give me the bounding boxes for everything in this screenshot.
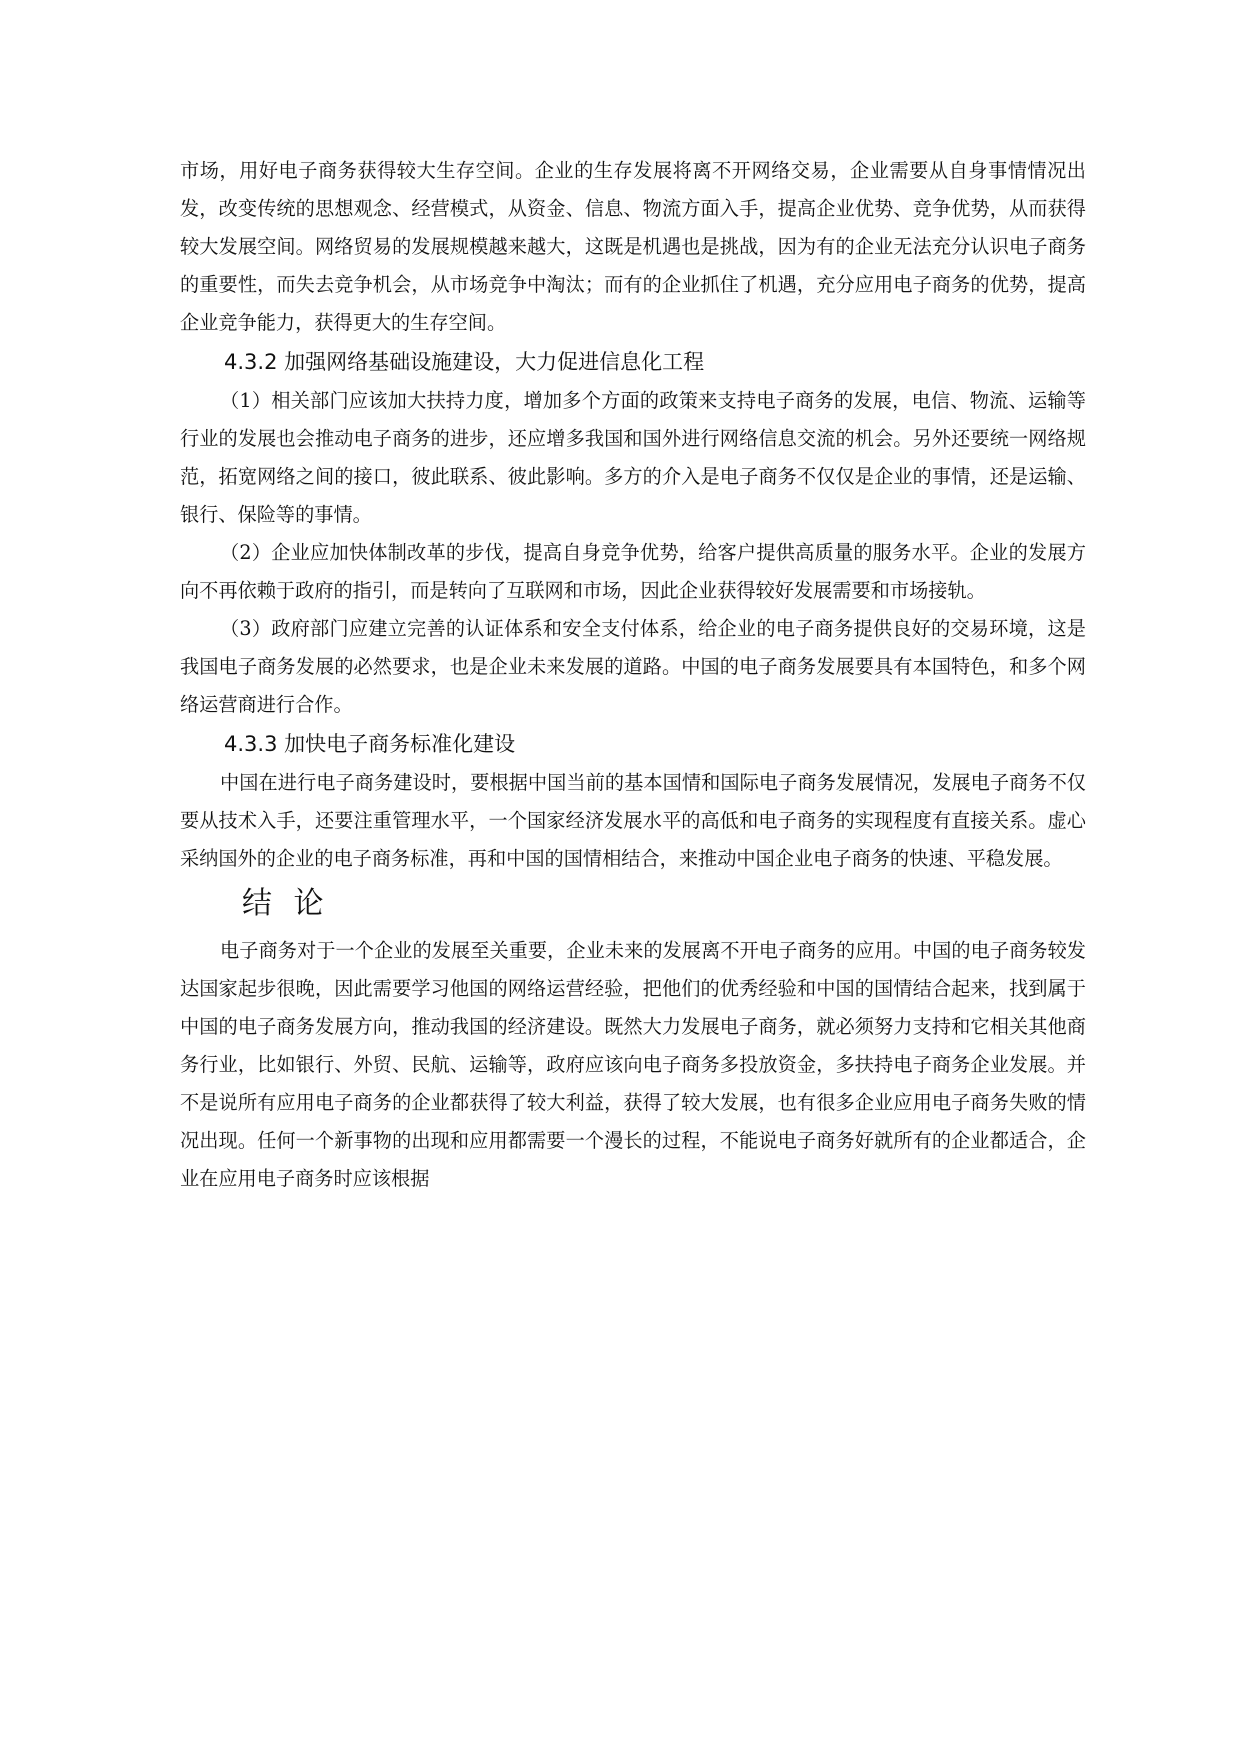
section-4-3-2-item-2: （2）企业应加快体制改革的步伐，提高自身竞争优势，给客户提供高质量的服务水平。企业的发展方向不再依赖于政府的指引，而是转向了互联网和市场，因此企业获得较好发展需要和市场接轨。 [180, 541, 1086, 602]
section-4-3-3-paragraph: 中国在进行电子商务建设时，要根据中国当前的基本国情和国际电子商务发展情况，发展电子商务不仅要从技术入手，还要注重管理水平，一个国家经济发展水平的高低和电子商务的实现程度有直接关系。虚心采纳国外的企业的电子商务标准，再和中国的国情相结合，来推动中国企业电子商务的快速、平稳发展。 [180, 771, 1086, 870]
conclusion-paragraph: 电子商务对于一个企业的发展至关重要，企业未来的发展离不开电子商务的应用。中国的电子商务较发达国家起步很晚，因此需要学习他国的网络运营经验，把他们的优秀经验和中国的国情结合起来，找到属于中国的电子商务发展方向，推动我国的经济建设。既然大力发展电子商务，就必须努力支持和它相关其他商务行业，比如银行、外贸、民航、运输等，政府应该向电子商务多投放资金，多扶持电子商务企业发展。并不是说所有应用电子商务的企业都获得了较大利益，获得了较大发展，也有很多企业应用电子商务失败的情况出现。任何一个新事物的出现和应用都需要一个漫长的过程，不能说电子商务好就所有的企业都适合，企业在应用电子商务时应该根据 [180, 939, 1086, 1190]
conclusion-heading: 结 论 [242, 886, 330, 921]
section-4-3-2-item-3: （3）政府部门应建立完善的认证体系和安全支付体系，给企业的电子商务提供良好的交易环境，这是我国电子商务发展的必然要求，也是企业未来发展的道路。中国的电子商务发展要具有本国特色，和多个网络运营商进行合作。 [180, 617, 1086, 716]
section-4-3-2-item-1: （1）相关部门应该加大扶持力度，增加多个方面的政策来支持电子商务的发展，电信、物流、运输等行业的发展也会推动电子商务的进步，还应增多我国和国外进行网络信息交流的机会。另外还要统一网络规范，拓宽网络之间的接口，彼此联系、彼此影响。多方的介入是电子商务不仅仅是企业的事情，还是运输、银行、保险等的事情。 [180, 389, 1086, 526]
document-page [180, 152, 1086, 1198]
section-heading-4-3-3: 4.3.3 加快电子商务标准化建设 [224, 732, 516, 756]
section-heading-4-3-2: 4.3.2 加强网络基础设施建设，大力促进信息化工程 [224, 350, 705, 374]
intro-paragraph: 市场，用好电子商务获得较大生存空间。企业的生存发展将离不开网络交易，企业需要从自身事情情况出发，改变传统的思想观念、经营模式，从资金、信息、物流方面入手，提高企业优势、竞争优势，从而获得较大发展空间。网络贸易的发展规模越来越大，这既是机遇也是挑战，因为有的企业无法充分认识电子商务的重要性，而失去竞争机会，从市场竞争中淘汰；而有的企业抓住了机遇，充分应用电子商务的优势，提高企业竞争能力，获得更大的生存空间。 [180, 159, 1086, 334]
